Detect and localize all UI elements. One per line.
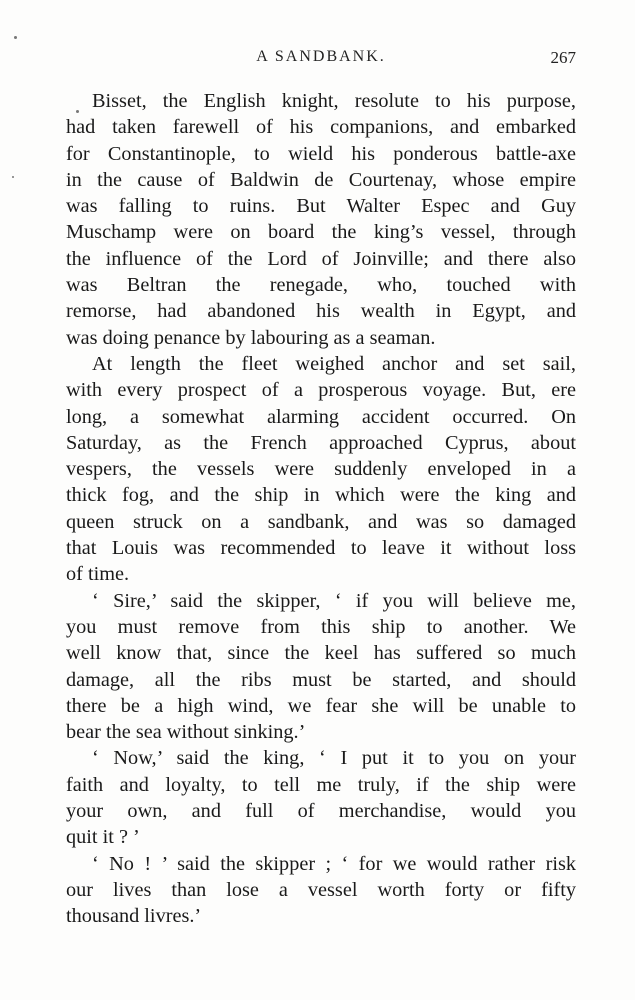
text-line: ‘ Sire,’ said the skipper, ‘ if you will believe me,	[92, 589, 576, 612]
text-line: for Constantinople, to wield his ponderous battle-axe	[66, 142, 576, 165]
text-line: faith and loyalty, to tell me truly, if the ship were	[66, 773, 576, 796]
text-line: thick fog, and the ship in which were the king and	[66, 484, 576, 507]
text-line: ‘ No ! ’ said the skipper ; ‘ for we would rather risk	[92, 852, 576, 875]
text-line: you must remove from this ship to another. We	[66, 615, 576, 638]
text-line: our lives than lose a vessel worth forty or fifty	[66, 878, 576, 901]
text-line: that Louis was recommended to leave it without loss	[66, 537, 576, 560]
paper-speck	[12, 176, 14, 178]
text-line: your own, and full of merchandise, would you	[66, 800, 576, 823]
text-line: remorse, had abandoned his wealth in Egypt, and	[66, 300, 576, 323]
page-number: 267	[550, 48, 576, 67]
text-line: was falling to ruins. But Walter Espec and Guy	[66, 195, 576, 218]
text-line: in the cause of Baldwin de Courtenay, whose empire	[66, 168, 576, 191]
text-line: the influence of the Lord of Joinville; and there also	[66, 247, 576, 270]
body-text	[66, 88, 576, 930]
text-line: well know that, since the keel has suffered so much	[66, 642, 576, 665]
running-head	[66, 48, 576, 72]
text-line: quit it ? ’	[66, 826, 140, 849]
text-line: bear the sea without sinking.’	[66, 721, 306, 744]
text-line: thousand livres.’	[66, 905, 202, 928]
text-line: Muschamp were on board the king’s vessel, through	[66, 221, 576, 244]
text-line: there be a high wind, we fear she will be unable to	[66, 694, 576, 717]
running-title: A SANDBANK.	[256, 48, 386, 65]
text-line: was Beltran the renegade, who, touched with	[66, 274, 576, 297]
text-line: ‘ Now,’ said the king, ‘ I put it to you on your	[92, 747, 576, 770]
text-line: Saturday, as the French approached Cyprus, about	[66, 431, 576, 454]
text-line: was doing penance by labouring as a seaman.	[66, 326, 436, 349]
text-line: Bisset, the English knight, resolute to his purpose,	[92, 90, 576, 112]
text-line: with every prospect of a prosperous voyage. But, ere	[66, 379, 576, 402]
text-line: queen struck on a sandbank, and was so damaged	[66, 510, 576, 533]
text-line: long, a somewhat alarming accident occurred. On	[66, 405, 576, 428]
text-line: of time.	[66, 563, 130, 586]
text-line: had taken farewell of his companions, and embarked	[66, 116, 576, 139]
text-line: vespers, the vessels were suddenly enveloped in a	[66, 458, 576, 481]
paper-speck	[14, 36, 17, 39]
text-line: damage, all the ribs must be started, and should	[66, 668, 576, 691]
text-line: At length the fleet weighed anchor and set sail,	[92, 352, 576, 375]
